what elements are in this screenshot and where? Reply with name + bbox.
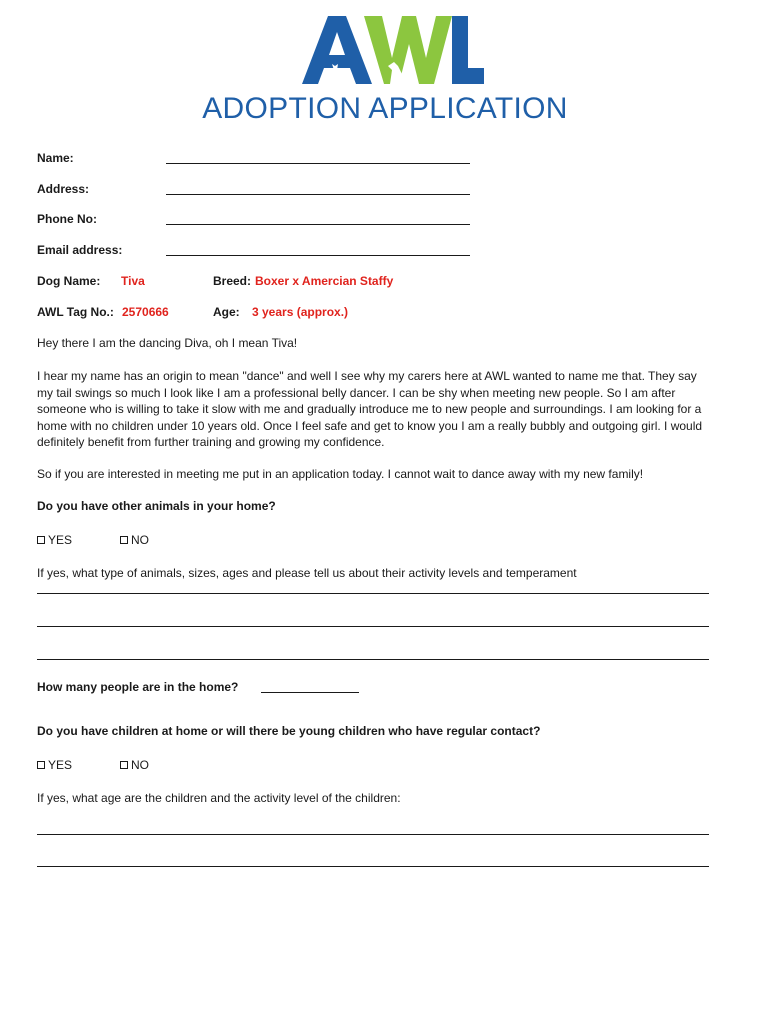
- animals-detail-line-2[interactable]: [37, 626, 709, 627]
- children-no-option[interactable]: [120, 758, 149, 772]
- age-label: Age:: [213, 305, 240, 319]
- children-detail-line-2[interactable]: [37, 866, 709, 867]
- email-field[interactable]: [166, 255, 470, 256]
- checkbox-icon[interactable]: [37, 536, 45, 544]
- checkbox-icon[interactable]: [120, 761, 128, 769]
- address-label: Address:: [37, 182, 90, 196]
- animals-no-option[interactable]: [120, 533, 149, 547]
- dog-name-label: Dog Name:: [37, 274, 101, 288]
- tag-label: AWL Tag No.:: [37, 305, 114, 319]
- no-label: NO: [131, 758, 149, 772]
- animals-yes-option[interactable]: [37, 533, 72, 547]
- breed-label: Breed:: [213, 274, 252, 288]
- name-label: Name:: [37, 151, 74, 165]
- question-children: Do you have children at home or will there be young children who have regular contact?: [37, 724, 541, 738]
- animals-detail-prompt: If yes, what type of animals, sizes, ages and please tell us about their activity levels and temperament: [37, 566, 577, 580]
- animals-detail-line-1[interactable]: [37, 593, 709, 594]
- children-yes-option[interactable]: [37, 758, 72, 772]
- yes-label: YES: [48, 533, 73, 547]
- phone-label: Phone No:: [37, 212, 97, 226]
- name-field[interactable]: [166, 163, 470, 164]
- intro-text: Hey there I am the dancing Diva, oh I mean Tiva!: [37, 336, 298, 350]
- age-value: 3 years (approx.): [252, 305, 349, 319]
- phone-field[interactable]: [166, 224, 470, 225]
- question-animals: Do you have other animals in your home?: [37, 499, 276, 513]
- checkbox-icon[interactable]: [120, 536, 128, 544]
- people-count-field[interactable]: [261, 692, 359, 693]
- children-detail-line-1[interactable]: [37, 834, 709, 835]
- tag-value: 2570666: [122, 305, 169, 319]
- animals-detail-line-3[interactable]: [37, 659, 709, 660]
- children-detail-prompt: If yes, what age are the children and the activity level of the children:: [37, 791, 401, 805]
- yes-label: YES: [48, 758, 73, 772]
- page-title: ADOPTION APPLICATION: [202, 92, 568, 125]
- breed-value: Boxer x Amercian Staffy: [255, 274, 394, 288]
- checkbox-icon[interactable]: [37, 761, 45, 769]
- closing-text: So if you are interested in meeting me put in an application today. I cannot wait to dance away with my new family!: [37, 467, 644, 481]
- address-field[interactable]: [166, 194, 470, 195]
- bio-text: I hear my name has an origin to mean "dance" and well I see why my carers here at AWL wanted to name me that. They say my tail swings so much I look like I am a professional belly dancer. I can be shy when meeting new people. So I am after someone who is willing to take it slow with me and gradually introduce me to new people and surroundings. I am looking for a home with no children under 10 years old. Once I feel safe and get to know you I am a really bubbly and outgoing girl. I would definitely benefit from further training and growing my confidence.: [37, 369, 703, 449]
- dog-name-value: Tiva: [121, 274, 145, 288]
- awl-logo: [302, 14, 484, 84]
- email-label: Email address:: [37, 243, 123, 257]
- no-label: NO: [131, 533, 149, 547]
- question-people: How many people are in the home?: [37, 680, 239, 694]
